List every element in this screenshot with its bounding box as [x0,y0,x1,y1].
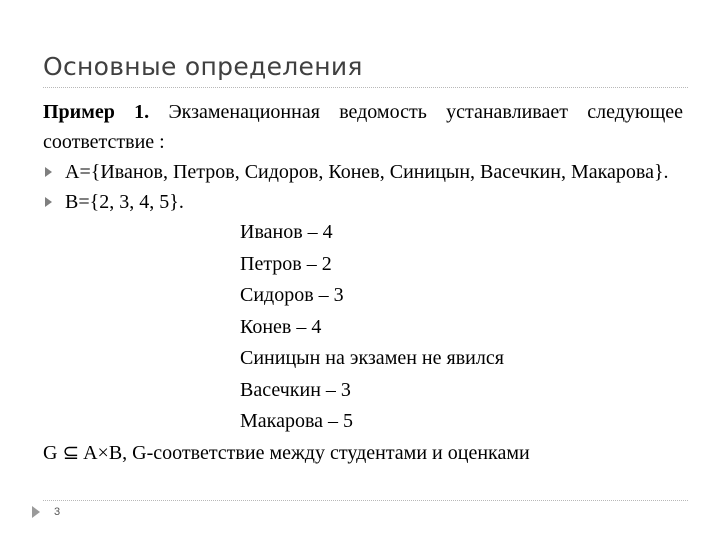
title-rule [43,87,688,88]
intro-paragraph [43,97,683,157]
mapping-item: Синицын на экзамен не явился [240,347,504,369]
bullet-text: B={2, 3, 4, 5}. [65,191,184,213]
bullet-item-a [43,157,683,187]
intro-text: Экзаменационная ведомость устанавливает следующее соответствие : [43,101,684,153]
mapping-item: Макарова – 5 [240,410,354,432]
footer-rule [43,500,688,501]
conclusion-line: G ⊆ A×B, G-соответствие между студентами и оценками [43,441,530,464]
mapping-item: Конев – 4 [240,315,322,338]
page-number: 3 [54,506,61,518]
slide-title: Основные определения [43,52,363,81]
bullet-text: A={Иванов, Петров, Сидоров, Конев, Синицын, Васечкин, Макарова}. [65,161,669,183]
slide-body [43,97,683,468]
mapping-item: Петров – 2 [240,252,332,275]
bullet-item-b [43,187,683,217]
grade-mapping-list [240,217,683,438]
triangle-bullet-icon [45,197,52,207]
example-label: Пример 1. [43,101,150,123]
mapping-item: Иванов – 4 [240,221,333,243]
triangle-bullet-icon [45,167,52,177]
mapping-item: Васечкин – 3 [240,378,351,401]
mapping-item: Сидоров – 3 [240,284,344,306]
page-marker-icon [32,506,40,518]
